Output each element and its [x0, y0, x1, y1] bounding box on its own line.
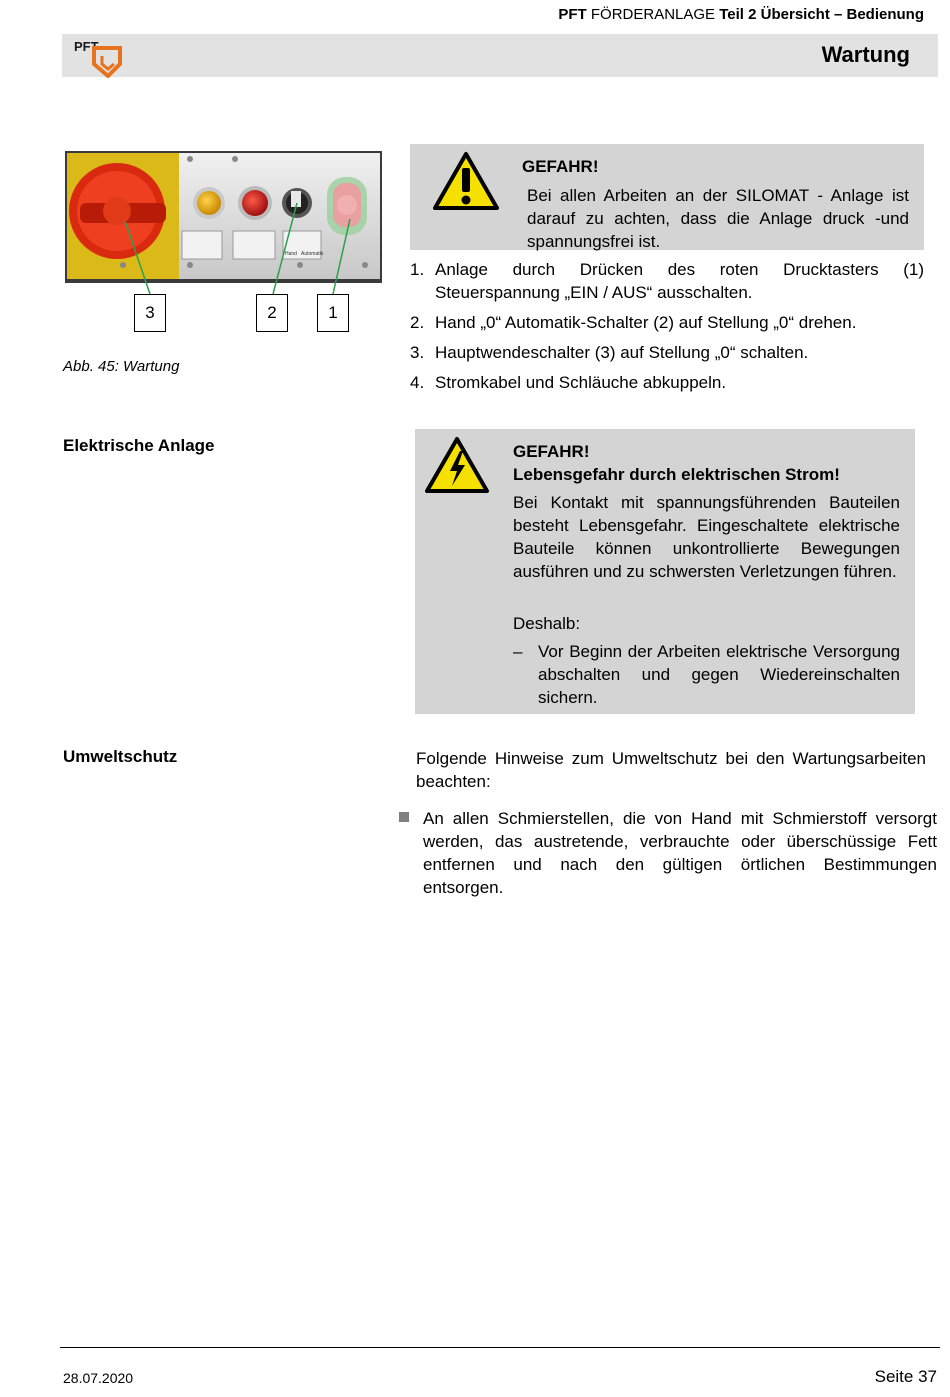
section-heading-umwelt: Umweltschutz	[63, 747, 178, 766]
callout-2: 2	[256, 294, 288, 332]
electric-hazard-icon	[424, 436, 490, 494]
footer-divider	[60, 1347, 940, 1348]
header-subtitle-bold: Teil 2 Übersicht – Bedienung	[719, 6, 924, 23]
umwelt-intro: Folgende Hinweise zum Umweltschutz bei den Wartungsarbeiten beachten:	[416, 749, 926, 791]
electric-instruction: Vor Beginn der Arbeiten elektrische Versorgung abschalten und gegen Wiedereinschalten sichern.	[538, 642, 900, 707]
callout-3: 3	[134, 294, 166, 332]
logo-text: PFT	[74, 39, 99, 54]
umwelt-bullet-text: An allen Schmierstellen, die von Hand mit Schmierstoff versorgt werden, das austretende, verbrauchte oder überschüssige Fett entfernen und nach den gültigen örtlichen Bestimmungen entsorgen.	[423, 809, 937, 897]
danger-heading: GEFAHR!	[522, 157, 599, 176]
section-heading-elektrik: Elektrische Anlage	[63, 436, 215, 455]
electric-deshalb: Deshalb:	[513, 614, 581, 633]
electric-danger-heading: GEFAHR!	[513, 442, 590, 461]
panel-label-automatik: Automatik	[301, 251, 324, 257]
footer-page-number: Seite 37	[874, 1367, 937, 1386]
header-band	[62, 34, 938, 77]
figure-caption: Abb. 45: Wartung	[63, 358, 180, 375]
bullet-dash: –	[513, 642, 523, 661]
warning-exclamation-icon	[432, 151, 500, 211]
page-title: Wartung	[821, 42, 910, 67]
list-item: 3. Hauptwendeschalter (3) auf Stellung „0“ schalten.	[410, 343, 809, 362]
callout-1: 1	[317, 294, 349, 332]
electric-danger-subheading: Lebensgefahr durch elektrischen Strom!	[513, 465, 840, 484]
pft-logo-icon	[72, 38, 124, 78]
list-item: 1. Anlage durch Drücken des roten Drucktasters (1) Steuerspannung „EIN / AUS“ ausschalten.	[410, 260, 924, 302]
square-bullet-icon	[399, 812, 409, 822]
list-item: 4. Stromkabel und Schläuche abkuppeln.	[410, 373, 727, 392]
electric-danger-text: Bei Kontakt mit spannungsführenden Bauteilen besteht Lebensgefahr. Eingeschaltete elektrische Bauteile können unkontrollierte Bewegungen ausführen und zu schwersten Verletzungen führen.	[513, 493, 900, 581]
panel-label-hand: Hand	[285, 251, 297, 257]
header-subtitle: FÖRDERANLAGE	[590, 6, 716, 23]
danger-text: Bei allen Arbeiten an der SILOMAT - Anlage ist darauf zu achten, dass die Anlage druck -und spannungsfrei ist.	[527, 186, 909, 251]
list-item: 2. Hand „0“ Automatik-Schalter (2) auf Stellung „0“ drehen.	[410, 313, 857, 332]
header-brand: PFT	[558, 6, 587, 23]
maintenance-steps	[410, 258, 924, 401]
callout-lines	[65, 151, 382, 296]
footer-date: 28.07.2020	[63, 1370, 134, 1386]
document-header	[558, 6, 924, 23]
